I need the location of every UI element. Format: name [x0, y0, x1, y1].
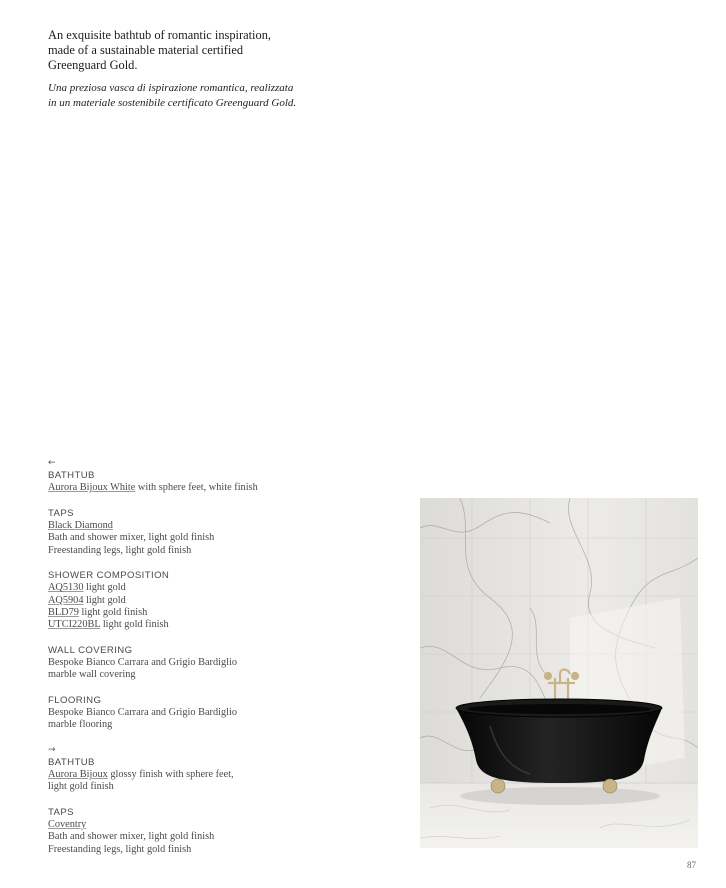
spec-line: marble flooring [48, 719, 113, 731]
spec-heading: BATHTUB [48, 470, 95, 481]
spec-taps-left [48, 508, 348, 557]
page-number: 87 [687, 860, 696, 870]
product-link[interactable]: Aurora Bijoux White [48, 482, 136, 494]
spec-line: Bespoke Bianco Carrara and Grigio Bardiglio [48, 657, 238, 668]
intro-text [48, 28, 298, 110]
spec-flooring [48, 695, 348, 732]
spec-heading: TAPS [48, 507, 74, 519]
spec-bathtub-left: BATHTUB Aurora Bijoux White with sphere feet, white finish [48, 470, 348, 495]
product-link[interactable]: AQ5130 [48, 582, 84, 594]
spec-heading: WALL COVERING [48, 644, 133, 656]
list-item: UTCI220BL light gold finish [48, 619, 169, 631]
spec-taps-right [48, 807, 348, 856]
spec-line: Freestanding legs, light gold finish [48, 544, 192, 556]
spec-shower-composition [48, 570, 348, 632]
product-link[interactable]: Black Diamond [48, 520, 113, 532]
product-link[interactable]: BLD79 [48, 607, 79, 618]
spec-heading: FLOORING [48, 694, 102, 706]
product-link[interactable]: AQ5904 [48, 594, 84, 606]
product-link[interactable]: UTCI220BL [48, 619, 101, 631]
spec-line: Bespoke Bianco Carrara and Grigio Bardiglio [48, 707, 238, 718]
spec-line: Bath and shower mixer, light gold finish [48, 831, 215, 843]
bathtub-photo [420, 498, 698, 848]
arrow-left-icon: ← [48, 458, 56, 468]
intro-italian: Una preziosa vasca di ispirazione romantica, realizzata in un materiale sostenibile certificato Greenguard Gold. [48, 82, 297, 109]
bathtub-illustration [420, 498, 698, 848]
list-item: AQ5130 light gold [48, 582, 126, 594]
list-item: AQ5904 light gold [48, 594, 126, 606]
spec-heading: BATHTUB [48, 756, 95, 768]
spec-heading: SHOWER COMPOSITION [48, 570, 170, 581]
arrow-right-icon: → [48, 744, 56, 755]
spec-line: Freestanding legs, light gold finish [48, 843, 192, 855]
product-link[interactable]: Coventry [48, 819, 87, 830]
product-link[interactable]: Aurora Bijoux [48, 769, 108, 780]
spec-line: Bath and shower mixer, light gold finish [48, 532, 215, 544]
spec-bathtub-right: BATHTUB Aurora Bijoux glossy finish with sphere feet, light gold finish [48, 757, 348, 794]
intro-english: An exquisite bathtub of romantic inspiration, made of a sustainable material certified Greenguard Gold. [48, 28, 271, 72]
spec-line: marble wall covering [48, 669, 136, 681]
tub-shadow [460, 787, 660, 805]
list-item: BLD79 light gold finish [48, 607, 148, 618]
product-specs [48, 458, 348, 869]
spec-wall-covering [48, 645, 348, 682]
spec-heading: TAPS [48, 806, 74, 818]
spec-line: light gold finish [48, 781, 114, 793]
